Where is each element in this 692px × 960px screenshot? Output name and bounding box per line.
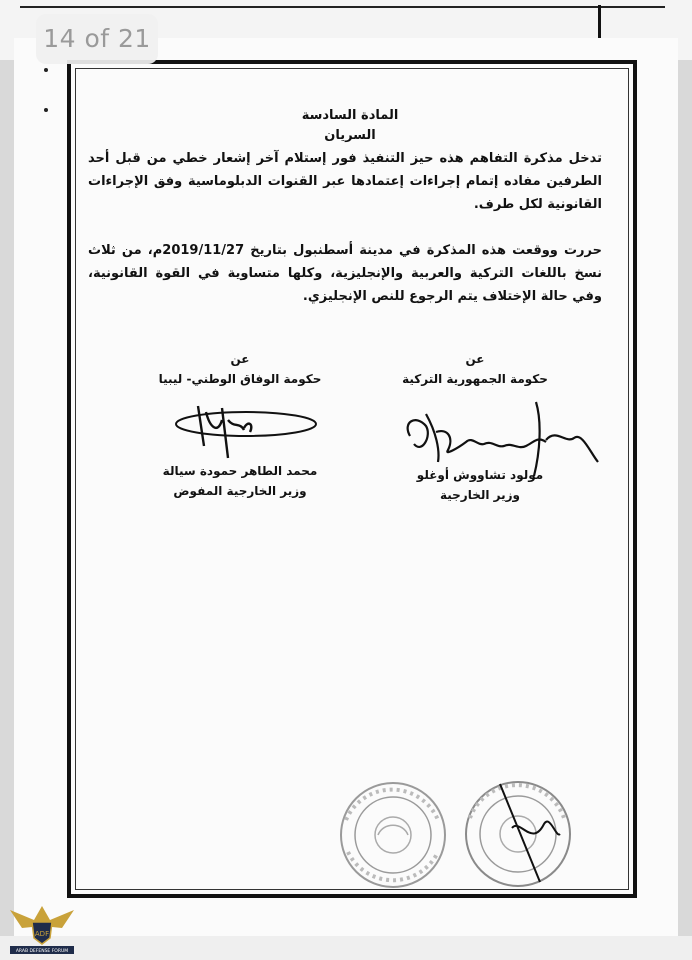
government-name: حكومة الوفاق الوطني- ليبيا xyxy=(158,372,322,386)
signatory-left xyxy=(140,352,340,386)
article-subtitle: السريان xyxy=(324,128,376,143)
paragraph-entry-into-force: تدخل مذكرة التفاهم هذه حيز التنفيذ فور إستلام آخر إشعار خطي من قبل أحد الطرفين مفاده إتمام إجراءات إعتمادها عبر القنوات الدبلوماسية وفق الإجراءات القانونية لكل طرف. xyxy=(88,151,602,212)
article-title: المادة السادسة xyxy=(301,108,399,123)
signatory-right-details xyxy=(380,468,580,502)
signature-left xyxy=(170,398,320,462)
paragraph-signing: حررت ووقعت هذه المذكرة في مدينة أسطنبول بتاريخ 2019/11/27م، من ثلاث نسخ باللغات التركية والعربية والإنجليزية، وكلها متساوية في القوة القانونية، وفي حالة الإختلاف يتم الرجوع للنص الإنجليزي. xyxy=(88,243,602,304)
svg-text:ARAB DEFENSE FORUM: ARAB DEFENSE FORUM xyxy=(15,949,69,954)
scan-speck xyxy=(44,108,48,112)
on-behalf-label: عن xyxy=(465,352,485,366)
svg-text:ADF: ADF xyxy=(34,930,50,938)
signatory-right xyxy=(370,352,580,386)
signatory-name: مولود تشاووش أوغلو xyxy=(416,468,544,482)
official-seal-right xyxy=(460,778,576,890)
signatory-left-details xyxy=(140,464,340,498)
signatory-title: وزير الخارجية xyxy=(439,488,521,502)
scan-bottom-edge xyxy=(0,936,692,960)
government-name: حكومة الجمهورية التركية xyxy=(402,372,548,386)
official-seal-left xyxy=(338,780,448,890)
previous-page-edge xyxy=(20,0,665,8)
signatory-title: وزير الخارجية المفوض xyxy=(173,484,307,498)
page-indicator: 14 of 21 xyxy=(36,14,158,64)
signatory-name: محمد الطاهر حمودة سيالة xyxy=(162,464,318,478)
scan-speck xyxy=(44,68,48,72)
on-behalf-label: عن xyxy=(230,352,250,366)
forum-logo xyxy=(6,898,78,960)
